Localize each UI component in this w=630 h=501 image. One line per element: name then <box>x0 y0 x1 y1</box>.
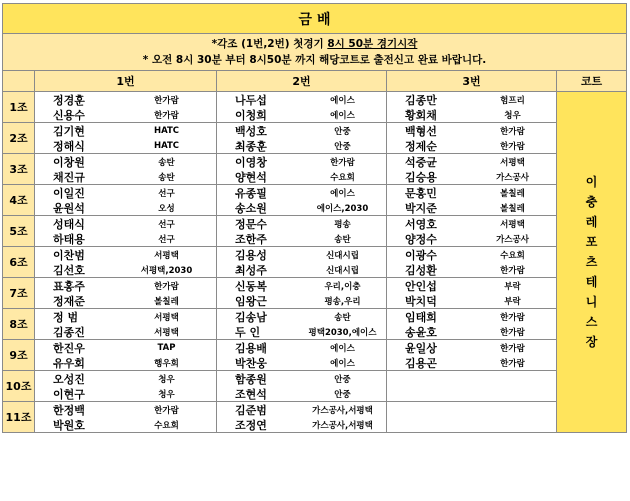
player-name: 김승용 <box>405 170 437 184</box>
player-club: 에이스 <box>330 343 355 354</box>
player-name: 이창원 <box>53 155 85 169</box>
player-club: 안중 <box>334 141 351 152</box>
player-name: 송윤호 <box>405 325 437 339</box>
player-club: 송탄 <box>158 172 175 183</box>
player-name: 백형선 <box>405 124 437 138</box>
player-line <box>35 417 216 432</box>
player-name: 윤일상 <box>405 341 437 355</box>
court-name-char: 이 <box>585 175 598 189</box>
player-line <box>217 231 386 246</box>
player-line <box>387 92 556 107</box>
player-name: 이영창 <box>235 155 267 169</box>
team-cell <box>35 123 217 154</box>
player-name: 표홍주 <box>53 279 85 293</box>
player-name: 정제순 <box>405 139 437 153</box>
group-row <box>3 340 627 371</box>
player-line <box>35 169 216 184</box>
player-name: 신용수 <box>53 108 85 122</box>
player-line <box>35 138 216 153</box>
team-cell <box>35 278 217 309</box>
team-cell <box>217 216 387 247</box>
player-club: 안중 <box>334 126 351 137</box>
player-name: 조한주 <box>235 232 267 246</box>
player-line <box>387 107 556 122</box>
player-club: 가스공사,서평택 <box>312 405 373 416</box>
notice <box>3 34 627 71</box>
player-name: 김기현 <box>53 124 85 138</box>
player-name: 정해식 <box>53 139 85 153</box>
player-name: 김종진 <box>53 325 85 339</box>
team-cell <box>35 402 217 433</box>
player-line <box>387 262 556 277</box>
court-name-char: 츠 <box>585 255 598 269</box>
player-name: 박지준 <box>405 201 437 215</box>
player-name: 이현구 <box>53 387 85 401</box>
player-line <box>217 154 386 169</box>
player-name: 김성환 <box>405 263 437 277</box>
player-club: 청우 <box>158 374 175 385</box>
group-row <box>3 154 627 185</box>
team-cell <box>217 340 387 371</box>
group-row <box>3 92 627 123</box>
player-name: 한정백 <box>53 403 85 417</box>
team-cell <box>35 309 217 340</box>
court-name-char: 충 <box>585 195 598 209</box>
player-line <box>217 324 386 339</box>
player-name: 김용성 <box>235 248 267 262</box>
player-line <box>217 123 386 138</box>
player-name: 정재준 <box>53 294 85 308</box>
player-club: 한가람 <box>500 312 525 323</box>
player-club: HATC <box>153 140 180 151</box>
player-name: 김용곤 <box>405 356 437 370</box>
team-cell <box>35 247 217 278</box>
player-club: 선구 <box>158 188 175 199</box>
player-line <box>387 169 556 184</box>
player-club: 한가람 <box>500 327 525 338</box>
court-name <box>557 92 627 433</box>
player-name: 윤원석 <box>53 201 85 215</box>
player-line <box>217 309 386 324</box>
player-club: 서평택 <box>500 157 525 168</box>
player-line <box>217 107 386 122</box>
court-name-char: 포 <box>585 235 598 249</box>
player-name: 임왕근 <box>235 294 267 308</box>
team-cell <box>217 92 387 123</box>
team-cell <box>217 371 387 402</box>
player-club: 신대시립 <box>326 250 359 261</box>
team-cell <box>35 340 217 371</box>
group-row <box>3 185 627 216</box>
team-cell <box>387 278 557 309</box>
header-col-3: 3번 <box>387 71 557 92</box>
player-club: 한가람 <box>154 405 179 416</box>
team-cell <box>217 123 387 154</box>
player-name: 김송남 <box>235 310 267 324</box>
player-line <box>35 355 216 370</box>
player-line <box>387 154 556 169</box>
group-label: 2조 <box>3 123 35 154</box>
group-row <box>3 309 627 340</box>
player-line <box>35 200 216 215</box>
player-club: 한가람 <box>330 157 355 168</box>
player-line <box>35 386 216 401</box>
player-club: 볼칠레 <box>500 188 525 199</box>
court-name-char: 니 <box>585 295 598 309</box>
player-name: 이청희 <box>235 108 267 122</box>
notice-start-time: 8시 50분 경기시작 <box>327 38 418 50</box>
player-club: 우리,이충 <box>324 281 361 292</box>
player-line <box>387 278 556 293</box>
player-name: 박찬웅 <box>235 356 267 370</box>
group-row <box>3 402 627 433</box>
player-line <box>35 262 216 277</box>
court-name-char: 테 <box>585 275 598 289</box>
team-cell <box>387 371 557 402</box>
player-name: 김종만 <box>405 93 437 107</box>
player-name: 최종훈 <box>235 139 267 153</box>
player-club: 한가람 <box>500 343 525 354</box>
team-cell <box>217 309 387 340</box>
player-club: 한가람 <box>500 126 525 137</box>
player-club: 오성 <box>158 203 175 214</box>
player-line <box>217 216 386 231</box>
group-label: 5조 <box>3 216 35 247</box>
header-col-1: 1번 <box>35 71 217 92</box>
player-name: 김준범 <box>235 403 267 417</box>
team-cell <box>387 247 557 278</box>
player-line <box>387 340 556 355</box>
player-club: 서평택 <box>500 219 525 230</box>
player-name: 조현석 <box>235 387 267 401</box>
team-cell <box>387 123 557 154</box>
player-club: 평송 <box>334 219 351 230</box>
player-club: 평택2030,에이스 <box>308 327 377 338</box>
player-club: 서평택,2030 <box>140 265 193 276</box>
player-name: 함종원 <box>235 372 267 386</box>
team-cell <box>217 278 387 309</box>
team-cell <box>387 340 557 371</box>
player-line <box>217 386 386 401</box>
player-line <box>35 247 216 262</box>
team-cell <box>35 154 217 185</box>
team-cell <box>35 371 217 402</box>
team-cell <box>387 216 557 247</box>
player-name: 박치덕 <box>405 294 437 308</box>
player-line <box>35 185 216 200</box>
player-club: 가스공사,서평택 <box>312 420 373 431</box>
header-group <box>3 71 35 92</box>
player-club: 수요회 <box>330 172 355 183</box>
player-name: 나두섭 <box>235 93 267 107</box>
group-label: 11조 <box>3 402 35 433</box>
player-name: 안인섭 <box>405 279 437 293</box>
player-club: HATC <box>153 125 180 136</box>
notice-line-1-prefix: *각조 (1번,2번) 첫경기 <box>211 38 328 50</box>
notice-line-2: * 오전 8시 30분 부터 8시50분 까지 해당코트로 출전신고 완료 바랍니다. <box>142 54 487 66</box>
player-club: 한가람 <box>154 281 179 292</box>
player-name: 황회채 <box>405 108 437 122</box>
player-line <box>217 340 386 355</box>
player-club: 험프리 <box>500 95 525 106</box>
player-name: 이찬범 <box>53 248 85 262</box>
group-label: 8조 <box>3 309 35 340</box>
player-line <box>387 293 556 308</box>
player-line <box>217 278 386 293</box>
player-name: 조정연 <box>235 418 267 432</box>
player-club: 청우 <box>158 389 175 400</box>
player-line <box>35 154 216 169</box>
group-row <box>3 216 627 247</box>
group-label: 7조 <box>3 278 35 309</box>
group-row <box>3 247 627 278</box>
player-line <box>35 231 216 246</box>
team-cell <box>217 185 387 216</box>
player-line <box>35 92 216 107</box>
player-name: 석중균 <box>405 155 437 169</box>
player-line <box>35 216 216 231</box>
player-line <box>217 185 386 200</box>
group-row <box>3 371 627 402</box>
player-line <box>217 200 386 215</box>
player-club: 가스공사 <box>496 234 529 245</box>
notice-line-1 <box>3 36 626 52</box>
player-club: 부락 <box>504 296 521 307</box>
player-club: 신대시립 <box>326 265 359 276</box>
group-row <box>3 278 627 309</box>
player-club: 한가람 <box>500 265 525 276</box>
player-name: 유우회 <box>53 356 85 370</box>
player-name: 정경훈 <box>53 93 85 107</box>
player-line <box>35 340 216 355</box>
player-name: 최성주 <box>235 263 267 277</box>
player-line <box>217 355 386 370</box>
player-club: 에이스,2030 <box>316 203 369 214</box>
sheet-title: 금 배 <box>3 4 627 34</box>
player-line <box>217 417 386 432</box>
player-line <box>387 123 556 138</box>
header-col-2: 2번 <box>217 71 387 92</box>
player-club: 에이스 <box>330 188 355 199</box>
player-line <box>217 138 386 153</box>
player-line <box>217 247 386 262</box>
player-club: 안중 <box>334 374 351 385</box>
player-line <box>387 200 556 215</box>
team-cell <box>35 216 217 247</box>
player-club: 선구 <box>158 234 175 245</box>
team-cell <box>217 154 387 185</box>
player-club: 서평택 <box>154 250 179 261</box>
player-club: 수요회 <box>154 420 179 431</box>
player-line <box>35 293 216 308</box>
group-label: 1조 <box>3 92 35 123</box>
player-club: 한가람 <box>500 141 525 152</box>
player-name: 김선호 <box>53 263 85 277</box>
player-line <box>35 324 216 339</box>
player-line <box>387 138 556 153</box>
player-club: 한가람 <box>500 358 525 369</box>
player-club: 송탄 <box>334 234 351 245</box>
player-club: 서평택 <box>154 312 179 323</box>
team-cell <box>387 92 557 123</box>
group-label: 3조 <box>3 154 35 185</box>
court-name-char: 스 <box>585 315 598 329</box>
group-label: 9조 <box>3 340 35 371</box>
player-name: 임태희 <box>405 310 437 324</box>
player-line <box>217 293 386 308</box>
player-club: 부락 <box>504 281 521 292</box>
player-club: 볼칠레 <box>500 203 525 214</box>
player-name: 신동복 <box>235 279 267 293</box>
player-club: TAP <box>157 342 176 353</box>
player-club: 수요회 <box>500 250 525 261</box>
player-club: 에이스 <box>330 95 355 106</box>
player-club: 볼칠레 <box>154 296 179 307</box>
player-name: 문홍민 <box>405 186 437 200</box>
header-court: 코트 <box>557 71 627 92</box>
draw-sheet <box>2 3 627 433</box>
player-club: 행우회 <box>154 358 179 369</box>
player-name: 한진우 <box>53 341 85 355</box>
player-line <box>35 123 216 138</box>
team-cell <box>35 92 217 123</box>
player-line <box>387 247 556 262</box>
player-name: 오성진 <box>53 372 85 386</box>
player-club: 한가람 <box>154 110 179 121</box>
court-name-char: 장 <box>585 335 598 349</box>
team-cell <box>387 154 557 185</box>
group-label: 4조 <box>3 185 35 216</box>
player-name: 채진규 <box>53 170 85 184</box>
player-name: 송소원 <box>235 201 267 215</box>
team-cell <box>35 185 217 216</box>
player-line <box>387 216 556 231</box>
court-name-char: 레 <box>585 215 598 229</box>
player-name: 백성호 <box>235 124 267 138</box>
player-line <box>217 402 386 417</box>
player-line <box>217 262 386 277</box>
player-club: 청우 <box>504 110 521 121</box>
player-line <box>35 107 216 122</box>
player-name: 두 인 <box>235 325 261 339</box>
player-line <box>35 309 216 324</box>
player-club: 송탄 <box>158 157 175 168</box>
player-name: 박원호 <box>53 418 85 432</box>
player-line <box>35 278 216 293</box>
player-club: 서평택 <box>154 327 179 338</box>
group-label: 6조 <box>3 247 35 278</box>
player-club: 에이스 <box>330 358 355 369</box>
player-line <box>387 231 556 246</box>
player-line <box>387 324 556 339</box>
team-cell <box>217 402 387 433</box>
team-cell <box>387 185 557 216</box>
player-club: 한가람 <box>154 95 179 106</box>
player-name: 서영호 <box>405 217 437 231</box>
group-row <box>3 123 627 154</box>
player-line <box>35 402 216 417</box>
player-line <box>387 185 556 200</box>
player-name: 정 범 <box>53 310 79 324</box>
player-club: 가스공사 <box>496 172 529 183</box>
player-line <box>387 309 556 324</box>
player-name: 양현석 <box>235 170 267 184</box>
player-line <box>35 371 216 386</box>
player-club: 선구 <box>158 219 175 230</box>
player-name: 정문수 <box>235 217 267 231</box>
player-name: 이광수 <box>405 248 437 262</box>
player-name: 하태용 <box>53 232 85 246</box>
player-name: 유종필 <box>235 186 267 200</box>
player-line <box>217 371 386 386</box>
player-line <box>217 92 386 107</box>
player-club: 평송,우리 <box>324 296 361 307</box>
player-club: 에이스 <box>330 110 355 121</box>
team-cell <box>217 247 387 278</box>
player-club: 송탄 <box>334 312 351 323</box>
player-line <box>387 355 556 370</box>
group-label: 10조 <box>3 371 35 402</box>
player-name: 김용배 <box>235 341 267 355</box>
player-name: 성태식 <box>53 217 85 231</box>
player-name: 양정수 <box>405 232 437 246</box>
player-name: 이일진 <box>53 186 85 200</box>
player-line <box>217 169 386 184</box>
team-cell <box>387 309 557 340</box>
team-cell <box>387 402 557 433</box>
player-club: 안중 <box>334 389 351 400</box>
